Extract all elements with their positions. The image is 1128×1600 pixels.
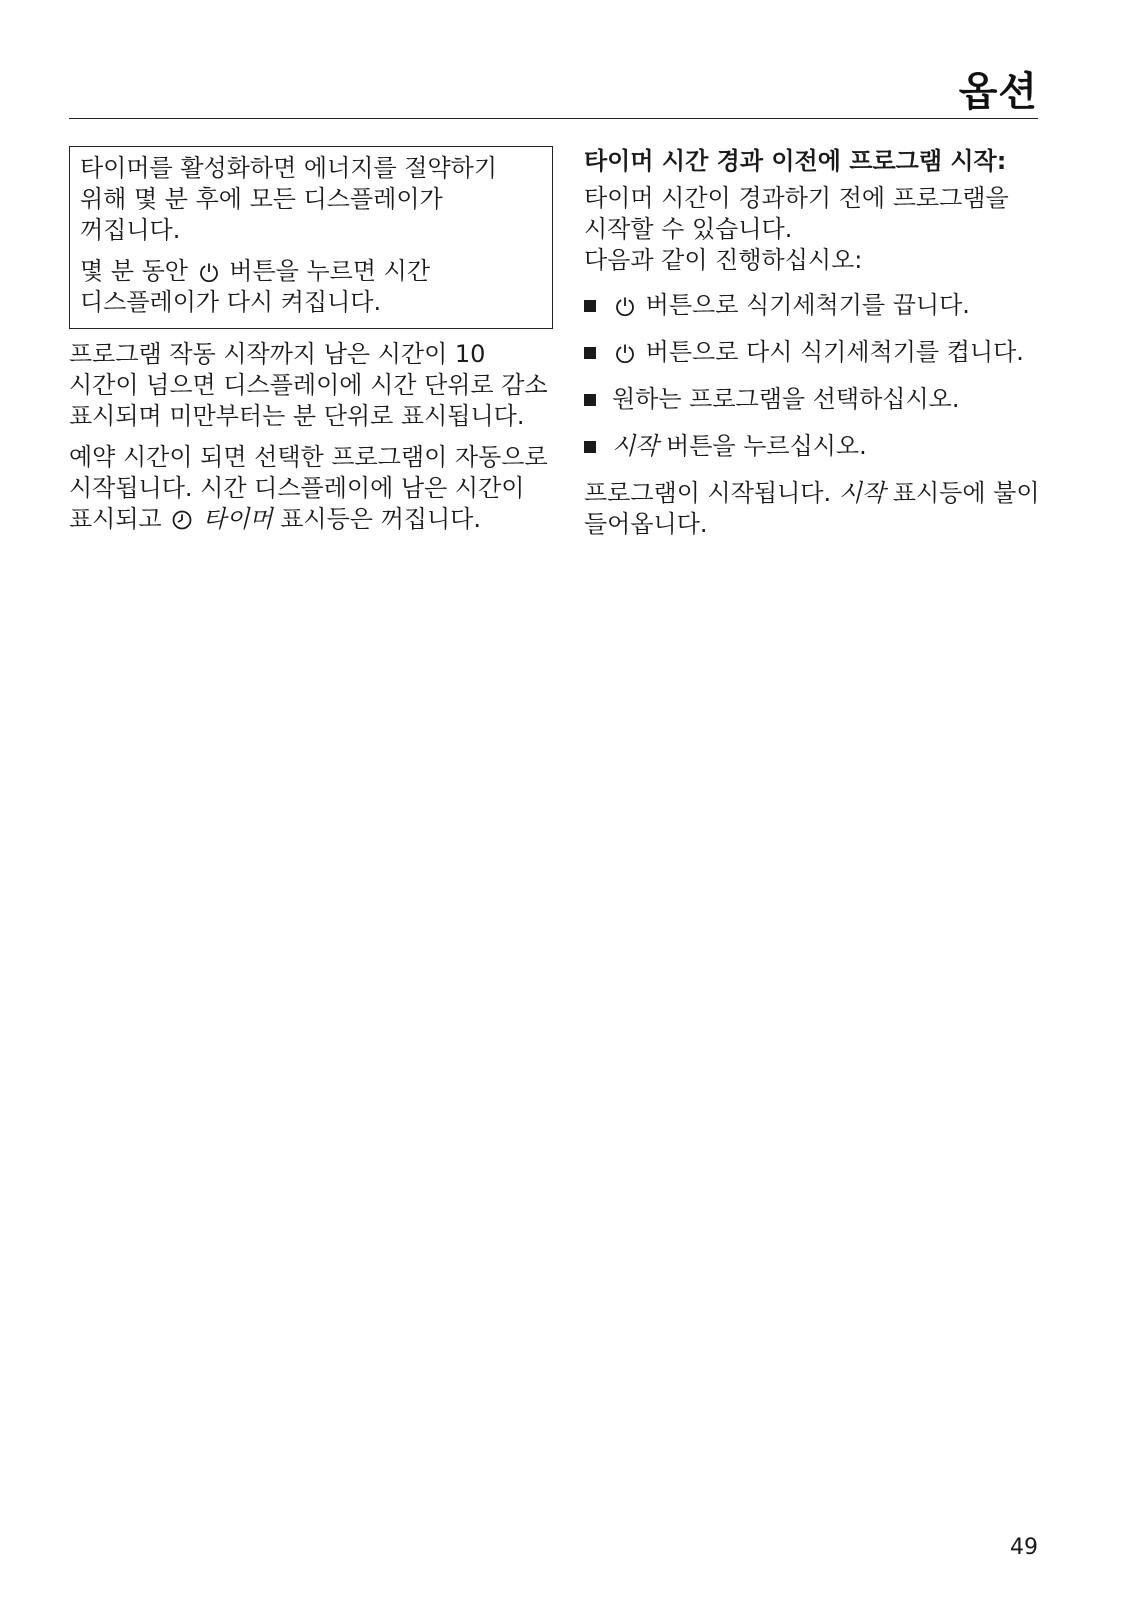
countdown-paragraph: 프로그램 작동 시작까지 남은 시간이 10 시간이 넘으면 디스플레이에 시간 단위로 감소 표시되며 미만부터는 분 단위로 표시됩니다.: [69, 340, 548, 430]
step-item: [584, 290, 1054, 321]
result-text-before: 프로그램이 시작됩니다.: [584, 479, 832, 507]
step-item: [584, 384, 1054, 415]
step-text: [612, 431, 1054, 462]
step-text: [612, 337, 1054, 368]
step-item: [584, 337, 1054, 368]
step-label: 버튼으로 다시 식기세척기를 켭니다.: [645, 338, 1024, 366]
notice-text-after-icon: 버튼을 누르면 시간 디스플레이가 다시 켜집니다.: [80, 257, 431, 316]
square-bullet-icon: [584, 347, 596, 359]
square-bullet-icon: [584, 441, 596, 453]
power-icon: [614, 295, 636, 317]
right-column: [584, 146, 1054, 550]
auto-start-text-after: 표시등은 꺼집니다.: [280, 505, 481, 533]
notice-paragraph-display-wake: [80, 256, 542, 318]
notice-box: [69, 146, 553, 329]
step-label: 원하는 프로그램을 선택하십시오.: [612, 385, 960, 413]
intro-line-2: 다음과 같이 진행하십시오:: [584, 246, 863, 274]
start-button-label: 시작: [612, 432, 659, 460]
square-bullet-icon: [584, 394, 596, 406]
timer-indicator-label: 타이머: [203, 505, 273, 533]
page-number: 49: [1010, 1535, 1038, 1560]
result-text-after: 표시등에 불이 들어옵니다.: [584, 479, 1040, 538]
step-label: 버튼으로 식기세척기를 끕니다.: [645, 291, 970, 319]
notice-text-before-icon: 몇 분 동안: [80, 257, 188, 285]
intro-paragraph: [584, 183, 1054, 276]
clock-icon: [171, 509, 193, 531]
step-text: [612, 290, 1054, 321]
section-heading: 타이머 시간 경과 이전에 프로그램 시작:: [584, 147, 1007, 175]
start-indicator-label: 시작: [838, 479, 886, 507]
left-column: [69, 146, 553, 545]
power-icon: [614, 342, 636, 364]
square-bullet-icon: [584, 300, 596, 312]
notice-paragraph: 타이머를 활성화하면 에너지를 절약하기 위해 몇 분 후에 모든 디스플레이가 꺼집니다.: [80, 154, 498, 244]
auto-start-paragraph: [69, 442, 553, 535]
step-item: [584, 431, 1054, 462]
header-divider: [69, 118, 1038, 119]
auto-start-text-before-icon: 예약 시간이 되면 선택한 프로그램이 자동으로 시작됩니다. 시간 디스플레이에 남은 시간이 표시되고: [69, 443, 548, 533]
intro-line-1: 타이머 시간이 경과하기 전에 프로그램을 시작할 수 있습니다.: [584, 184, 1009, 243]
power-icon: [198, 261, 220, 283]
step-label: 버튼을 누르십시오.: [666, 432, 867, 460]
page-header-title: 옵션: [958, 69, 1038, 115]
result-paragraph: [584, 478, 1054, 540]
